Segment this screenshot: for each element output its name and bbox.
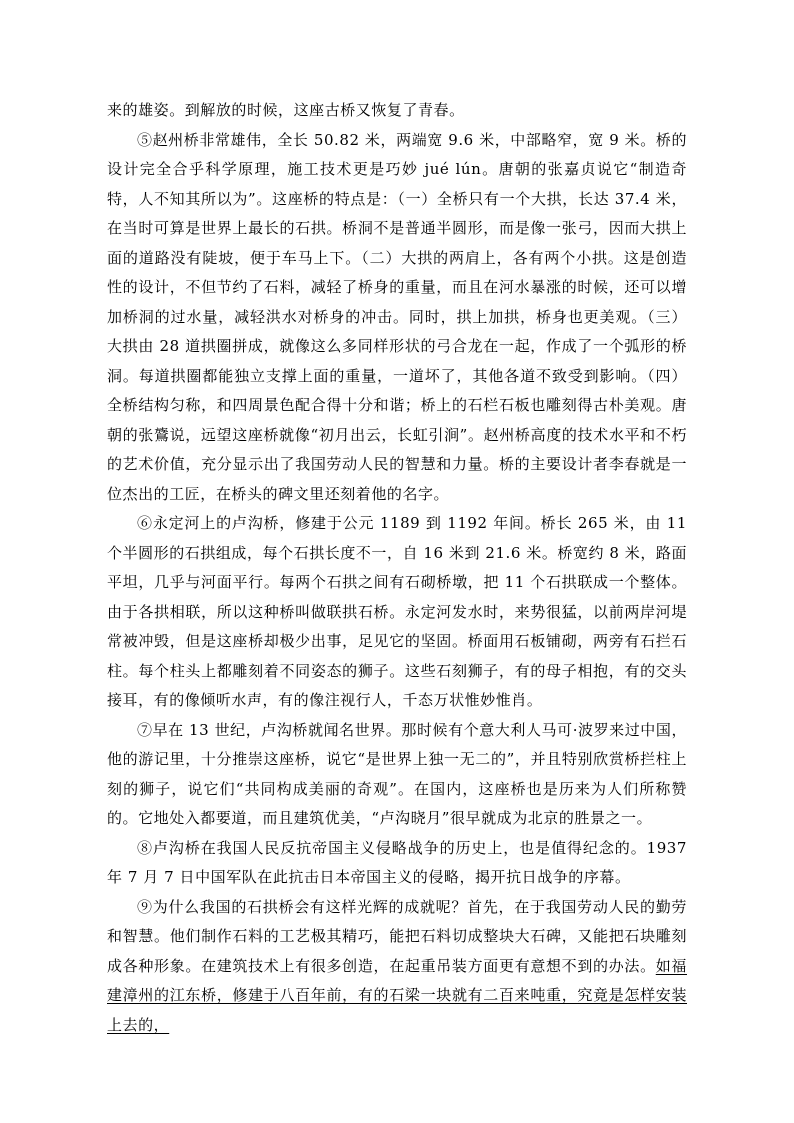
underlined-sentence: 如福建漳州的江东桥，修建于八百年前，有的石梁一块就有二百来吨重，究竟是怎样安装上去的， <box>107 956 687 1034</box>
paragraph-6-lugou-bridge: ⑥永定河上的卢沟桥，修建于公元 1189 到 1192 年间。桥长 265 米，由 11 个半圆形的石拱组成，每个石拱长度不一，自 16 米到 21.6 米。桥宽约 8 米，路面平坦，几乎与河面平行。每两个石拱之间有石砌桥墩，把 11 个石拱联成一个整体。由于各拱相联，所以这种桥叫做联拱石桥。永定河发水时，来势很猛，以前两岸河堤常被冲毁，但是这座桥却极少出事，足见它的坚固。桥面用石板铺砌，两旁有石拦石柱。每个柱头上都雕刻着不同姿态的狮子。这些石刻狮子，有的母子相抱，有的交头接耳，有的像倾听水声，有的像注视行人，千态万状惟妙惟肖。 <box>107 514 687 709</box>
paragraph-9-text: ⑨为什么我国的石拱桥会有这样光辉的成就呢？首先，在于我国劳动人民的勤劳和智慧。他们制作石料的工艺极其精巧，能把石料切成整块大石碑，又能把石块雕刻成各种形象。在建筑技术上有很多创造，在起重吊装方面更有意想不到的办法。 <box>107 897 687 975</box>
paragraph-5-zhaozhou-bridge: ⑤赵州桥非常雄伟，全长 50.82 米，两端宽 9.6 米，中部略窄，宽 9 米。桥的设计完全合乎科学原理，施工技术更是巧妙 jué lún。唐朝的张嘉贞说它“制造奇特，人不知其所以为”。这座桥的特点是：（一）全桥只有一个大拱，长达 37.4 米，在当时可算是世界上最长的石拱。桥洞不是普通半圆形，而是像一张弓，因而大拱上面的道路没有陡坡，便于车马上下。（二）大拱的两肩上，各有两个小拱。这是创造性的设计，不但节约了石料，减轻了桥身的重量，而且在河水暴涨的时候，还可以增加桥洞的过水量，减轻洪水对桥身的冲击。同时，拱上加拱，桥身也更美观。（三）大拱由 28 道拱圈拼成，就像这么多同样形状的弓合龙在一起，作成了一个弧形的桥洞。每道拱圈都能独立支撑上面的重量，一道坏了，其他各道不致受到影响。（四）全桥结构匀称，和四周景色配合得十分和谐；桥上的石栏石板也雕刻得古朴美观。唐朝的张鷟说，远望这座桥就像“初月出云，长虹引涧”。赵州桥高度的技术水平和不朽的艺术价值，充分显示出了我国劳动人民的智慧和力量。桥的主要设计者李春就是一位杰出的工匠，在桥头的碑文里还刻着他的名字。 <box>107 130 687 503</box>
paragraph-7-lugou-fame: ⑦早在 13 世纪，卢沟桥就闻名世界。那时候有个意大利人马可·波罗来过中国，他的游记里，十分推崇这座桥，说它“是世界上独一无二的”，并且特别欣赏桥拦柱上刻的狮子，说它们“共同构成美丽的奇观”。在国内，这座桥也是历来为人们所称赞的。它地处入都要道，而且建筑优美，“卢沟晓月”很早就成为北京的胜景之一。 <box>107 720 687 827</box>
paragraph-8-history: ⑧卢沟桥在我国人民反抗帝国主义侵略战争的历史上，也是值得纪念的。1937 年 7 月 7 日中国军队在此抗击日本帝国主义的侵略，揭开抗日战争的序幕。 <box>107 838 687 886</box>
paragraph-4-ending: 来的雄姿。到解放的时候，这座古桥又恢复了青春。 <box>107 101 465 119</box>
document-page <box>107 96 687 1040</box>
paragraph-9-achievements <box>107 893 687 1041</box>
